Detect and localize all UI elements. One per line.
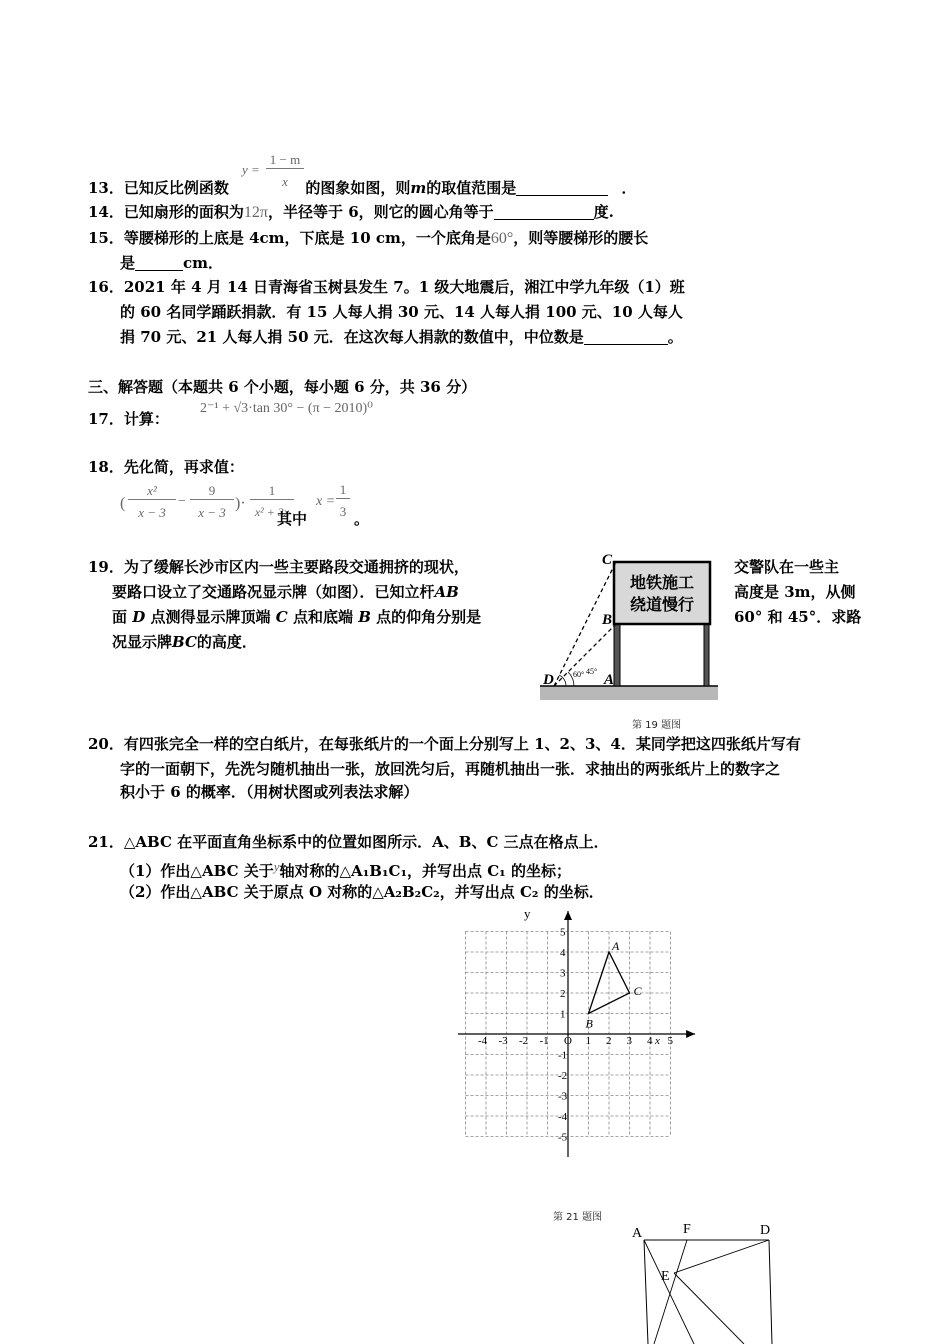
q19-line3-d: 点的仰角分别是 bbox=[376, 608, 482, 626]
q22-label-e: E bbox=[661, 1269, 670, 1284]
q17-expression: 2⁻¹ + √3·tan 30° − (π − 2010)⁰ bbox=[200, 401, 373, 416]
question-15-line2 bbox=[120, 253, 223, 273]
q13-formula-denominator: x bbox=[282, 174, 288, 189]
q16-line1: 2021 年 4 月 14 日青海省玉树县发生 7。1 级大地震后，湘江中学九年级（1）班 bbox=[123, 278, 685, 296]
q18-x-num: 1 bbox=[336, 482, 350, 499]
q19-line4-a: 况显示牌 bbox=[112, 633, 173, 651]
q19-sign-text-2: 绕道慢行 bbox=[629, 597, 695, 614]
q19-var-c: C bbox=[275, 608, 288, 626]
q20-line3: 积小于 6 的概率．（用树状图或列表法求解） bbox=[120, 783, 419, 801]
q19-line3-a: 面 bbox=[112, 608, 128, 626]
q18-where: 其中 bbox=[277, 510, 308, 528]
q19-label-c: C bbox=[602, 552, 613, 568]
question-13 bbox=[88, 178, 637, 198]
q13-formula-numerator: 1 − m bbox=[266, 152, 304, 169]
q14-area: 12π bbox=[243, 204, 268, 221]
question-19-line2 bbox=[112, 582, 459, 602]
q18-expression: ( x² x − 3 − 9 x − 3 )· 1 x² + 3x bbox=[120, 481, 280, 527]
q20-line1: 有四张完全一样的空白纸片，在每张纸片的一个面上分别写上 1、2、3、4．某同学把这四张纸片写有 bbox=[123, 735, 801, 753]
question-20 bbox=[88, 734, 801, 754]
q19-label-d: D bbox=[543, 672, 554, 688]
q13-formula-lhs: y = bbox=[242, 162, 260, 177]
question-19-line3 bbox=[112, 607, 481, 627]
q19-figure bbox=[530, 548, 730, 708]
x-tick-label: -2 bbox=[519, 1035, 529, 1047]
q21-line2-y: y bbox=[273, 859, 280, 874]
q19-sign-text-1: 地铁施工 bbox=[629, 575, 695, 592]
y-tick-label: 1 bbox=[560, 1008, 566, 1021]
question-19-line1 bbox=[88, 557, 469, 577]
q18-frac1-den: x − 3 bbox=[138, 505, 166, 520]
q13-end: ． bbox=[621, 179, 637, 197]
q16-line3: 捐 70 元、21 人每人捐 50 元．在这次每人捐款的数值中，中位数是 bbox=[120, 328, 584, 346]
q19-line4-b: 的高度． bbox=[196, 633, 257, 651]
q19-line2-right: 高度是 3m，从侧 bbox=[734, 583, 856, 601]
question-19-line4 bbox=[112, 632, 257, 652]
x-tick-label: 5 bbox=[667, 1035, 673, 1047]
q16-end: 。 bbox=[667, 328, 683, 346]
q18-x-eq: x = bbox=[316, 494, 336, 509]
q19-var-d: D bbox=[132, 608, 146, 626]
q13-number: 13． bbox=[88, 179, 124, 197]
q19-sign bbox=[614, 562, 710, 624]
q22-label-a: A bbox=[632, 1226, 643, 1241]
q21-number: 21． bbox=[88, 833, 124, 851]
q14-answer-blank[interactable] bbox=[494, 203, 594, 220]
q15-angle: 60° bbox=[490, 230, 514, 247]
q21-line2-a: （1）作出△ABC 关于 bbox=[120, 862, 274, 880]
q16-answer-blank[interactable] bbox=[584, 328, 668, 345]
question-17 bbox=[88, 409, 169, 429]
question-15 bbox=[88, 228, 648, 249]
q21-coordinate-chart bbox=[450, 898, 710, 1168]
q14-number: 14． bbox=[88, 203, 124, 221]
q19-line1: 为了缓解长沙市区内一些主要路段交通拥挤的现状， bbox=[123, 558, 469, 576]
y-tick-label: -1 bbox=[558, 1049, 568, 1062]
q18-x-den: 3 bbox=[339, 504, 347, 519]
q21-line2-b: 轴对称的△A₁B₁C₁，并写出点 C₁ 的坐标； bbox=[279, 862, 571, 880]
x-tick-label: -4 bbox=[478, 1035, 488, 1047]
question-21-line2 bbox=[120, 857, 571, 881]
q16-number: 16． bbox=[88, 278, 124, 296]
question-16 bbox=[88, 277, 685, 297]
q22-label-d: D bbox=[760, 1223, 771, 1238]
q19-line3-b: 点测得显示牌顶端 bbox=[150, 608, 271, 626]
q13-text: 已知反比例函数 bbox=[123, 179, 229, 197]
q15-line1-end: ，则等腰梯形的腰长 bbox=[513, 229, 649, 247]
q18-frac2-num: 9 bbox=[190, 483, 234, 500]
q19-angle-45: 45° bbox=[586, 667, 598, 676]
q19-label-b: B bbox=[602, 612, 613, 628]
y-tick-label: 4 bbox=[560, 947, 566, 959]
q19-var-b: B bbox=[358, 608, 371, 626]
x-tick-label: -1 bbox=[539, 1035, 549, 1047]
q19-line3-right: 60° 和 45°．求路 bbox=[734, 608, 862, 626]
q18-text: 先化简，再求值： bbox=[123, 458, 244, 476]
q22-label-f: F bbox=[683, 1222, 691, 1237]
q15-line2: 是 bbox=[120, 254, 136, 272]
q13-text-c: 的取值范围是 bbox=[426, 179, 517, 197]
q18-frac2-den: x − 3 bbox=[198, 505, 226, 520]
q19-line3-c: 点和底端 bbox=[292, 608, 353, 626]
q14-end: 度. bbox=[593, 203, 614, 221]
y-axis-arrow bbox=[564, 911, 572, 920]
q21-line1: △ABC 在平面直角坐标系中的位置如图所示．A、B、C 三点在格点上． bbox=[123, 833, 609, 851]
q19-caption: 第 19 题图 bbox=[632, 720, 682, 731]
question-18 bbox=[88, 457, 244, 477]
q19-number: 19． bbox=[88, 558, 124, 576]
point-label-a: A bbox=[612, 939, 620, 953]
q20-line2: 字的一面朝下，先洗匀随机抽出一张，放回洗匀后，再随机抽出一张．求抽出的两张纸片上的数字之 bbox=[120, 760, 781, 778]
q17-text: 计算： bbox=[123, 410, 169, 428]
q13-text-b: 的图象如图，则 bbox=[305, 179, 411, 197]
x-tick-label: -3 bbox=[498, 1035, 508, 1047]
q18-end: 。 bbox=[354, 510, 370, 528]
chart-axes bbox=[458, 911, 695, 1157]
q14-text-b: ，半径等于 6，则它的圆心角等于 bbox=[267, 203, 494, 221]
y-tick-label: -5 bbox=[558, 1131, 568, 1144]
q16-line2: 的 60 名同学踊跃捐款．有 15 人每人捐 30 元、14 人每人捐 100 元、10 人每人 bbox=[120, 303, 683, 321]
q19-ground bbox=[540, 686, 718, 700]
q15-line2-end: cm． bbox=[183, 254, 224, 272]
chart-triangle-abc bbox=[586, 939, 643, 1031]
x-tick-label: 4 bbox=[647, 1035, 653, 1047]
x-tick-label: 1 bbox=[585, 1035, 591, 1047]
q22-square-figure bbox=[624, 1216, 784, 1344]
y-tick-label: 3 bbox=[560, 967, 566, 980]
q19-label-a: A bbox=[604, 672, 615, 688]
q19-line1-right: 交警队在一些主 bbox=[734, 558, 840, 576]
q21-line3: （2）作出△ABC 关于原点 O 对称的△A₂B₂C₂，并写出点 C₂ 的坐标． bbox=[120, 883, 604, 901]
y-tick-label: 5 bbox=[560, 926, 566, 939]
q18-frac1-num: x² bbox=[128, 483, 176, 500]
q21-caption: 第 21 题图 bbox=[553, 1212, 603, 1223]
y-tick-label: -3 bbox=[558, 1090, 568, 1103]
point-label-b: B bbox=[585, 1016, 593, 1031]
x-tick-label: 2 bbox=[606, 1035, 612, 1047]
q19-line2: 要路口设立了交通路况显示牌（如图）．已知立杆 bbox=[112, 583, 435, 601]
q18-frac3-num: 1 bbox=[250, 483, 294, 500]
question-14 bbox=[88, 202, 614, 223]
q15-line1: 等腰梯形的上底是 4cm，下底是 10 cm，一个底角是 bbox=[123, 229, 491, 247]
q18-number: 18． bbox=[88, 458, 124, 476]
point-label-c: C bbox=[633, 984, 642, 998]
q19-var-ab: AB bbox=[434, 583, 459, 601]
chart-axis-y-label: y bbox=[524, 906, 531, 921]
section-3-title: 三、解答题（本题共 6 个小题，每小题 6 分，共 36 分） bbox=[88, 378, 477, 396]
q18-frac3-den: x² + 3x bbox=[254, 505, 290, 519]
question-21 bbox=[88, 832, 609, 852]
question-16-line3 bbox=[120, 327, 683, 347]
q15-answer-blank[interactable] bbox=[135, 254, 183, 271]
x-tick-label: 3 bbox=[626, 1035, 632, 1047]
x-axis-arrow bbox=[686, 1030, 695, 1038]
y-tick-label: -2 bbox=[558, 1070, 568, 1082]
chart-tick-labels bbox=[478, 927, 674, 1144]
chart-origin-label: O bbox=[564, 1035, 572, 1047]
chart-axis-x-label: x bbox=[655, 1035, 660, 1047]
q17-number: 17． bbox=[88, 410, 124, 428]
q19-var-bc: BC bbox=[172, 633, 197, 651]
q14-text: 已知扇形的面积为 bbox=[123, 203, 244, 221]
y-tick-label: 2 bbox=[560, 988, 566, 1000]
q13-answer-blank[interactable] bbox=[516, 179, 608, 196]
q19-angle-60: 60° bbox=[573, 670, 585, 679]
y-tick-label: -4 bbox=[558, 1111, 568, 1123]
q13-var-m: m bbox=[410, 179, 427, 197]
q15-number: 15． bbox=[88, 229, 124, 247]
q20-number: 20． bbox=[88, 735, 124, 753]
